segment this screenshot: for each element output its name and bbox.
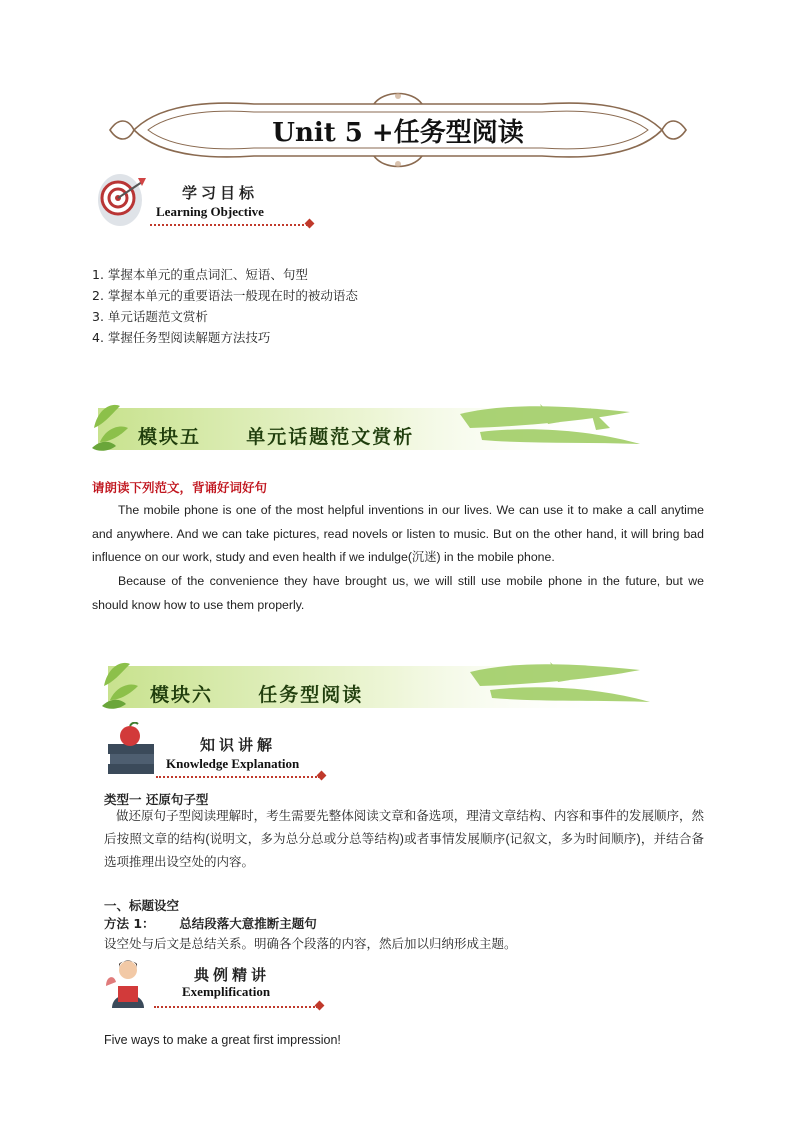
module6-banner bbox=[100, 656, 660, 716]
type1-text: 做还原句子型阅读理解时，考生需要先整体阅读文章和备选项，理清文章结构、内容和事件的发展顺序，然后按照文章的结构(说明文，多为总分总或分总等结构)或者事情发展顺序(记叙文，多为时间顺序)，并结合备选项推理出设空处的内容。 bbox=[104, 809, 704, 869]
badge-cn: 知识讲解 bbox=[200, 736, 277, 754]
dotted-rule bbox=[154, 1006, 318, 1008]
reading-instruction: 请朗读下列范文，背诵好词好句 bbox=[92, 480, 268, 495]
exemplification-badge bbox=[104, 956, 334, 1016]
page-title: Unit 5 +任务型阅读 bbox=[272, 118, 524, 148]
method1-line bbox=[104, 914, 317, 932]
module5-banner bbox=[90, 398, 650, 458]
dotted-rule bbox=[156, 776, 320, 778]
badge-cn: 学习目标 bbox=[182, 184, 259, 202]
list-item: 4. 掌握任务型阅读解题方法技巧 bbox=[92, 330, 271, 345]
badge-en: Exemplification bbox=[182, 984, 271, 999]
essay-paragraph-1: The mobile phone is one of the most helpful inventions in our lives. We can use it to make a call anytime and anywhere. And we can take pictures, read novels or listen to music. But on the other hand, it will bring bad influence on our work, study and even health if we indulge(沉迷) in the mobile phone. bbox=[92, 503, 704, 564]
diamond-icon bbox=[317, 771, 327, 781]
module6-title: 任务型阅读 bbox=[258, 684, 364, 706]
method1-text: 设空处与后文是总结关系。明确各个段落的内容，然后加以归纳形成主题。 bbox=[104, 936, 517, 951]
diamond-icon bbox=[305, 219, 315, 229]
badge-cn: 典例精讲 bbox=[194, 966, 271, 984]
target-icon bbox=[92, 168, 150, 228]
dotted-rule bbox=[150, 224, 308, 226]
badge-en: Learning Objective bbox=[156, 204, 264, 219]
list-item: 2. 掌握本单元的重要语法一般现在时的被动语态 bbox=[92, 288, 358, 303]
list-item: 1. 掌握本单元的重点词汇、短语、句型 bbox=[92, 267, 308, 282]
title-ornament bbox=[104, 88, 692, 172]
method1-title: 总结段落大意推断主题句 bbox=[179, 916, 317, 931]
list-item: 3. 单元话题范文赏析 bbox=[92, 309, 208, 324]
module5-label: 模块五 bbox=[138, 426, 202, 448]
objectives-list bbox=[92, 264, 358, 348]
type1-heading: 类型一 还原句子型 bbox=[104, 792, 209, 807]
section1-heading: 一、标题设空 bbox=[104, 898, 180, 913]
module5-title: 单元话题范文赏析 bbox=[246, 426, 415, 448]
learning-objective-badge bbox=[92, 168, 322, 228]
diamond-icon bbox=[315, 1001, 325, 1011]
knowledge-badge bbox=[104, 722, 334, 782]
method1-label: 方法 1： bbox=[104, 916, 155, 931]
badge-en: Knowledge Explanation bbox=[166, 756, 300, 771]
teacher-icon bbox=[104, 956, 156, 1012]
module6-label: 模块六 bbox=[150, 684, 214, 706]
essay-paragraph-2: Because of the convenience they have brought us, we will still use mobile phone in the future, but we should know how to use them properly. bbox=[92, 574, 704, 612]
apple-books-icon bbox=[104, 722, 158, 782]
example-sentence: Five ways to make a great first impression! bbox=[104, 1033, 341, 1047]
